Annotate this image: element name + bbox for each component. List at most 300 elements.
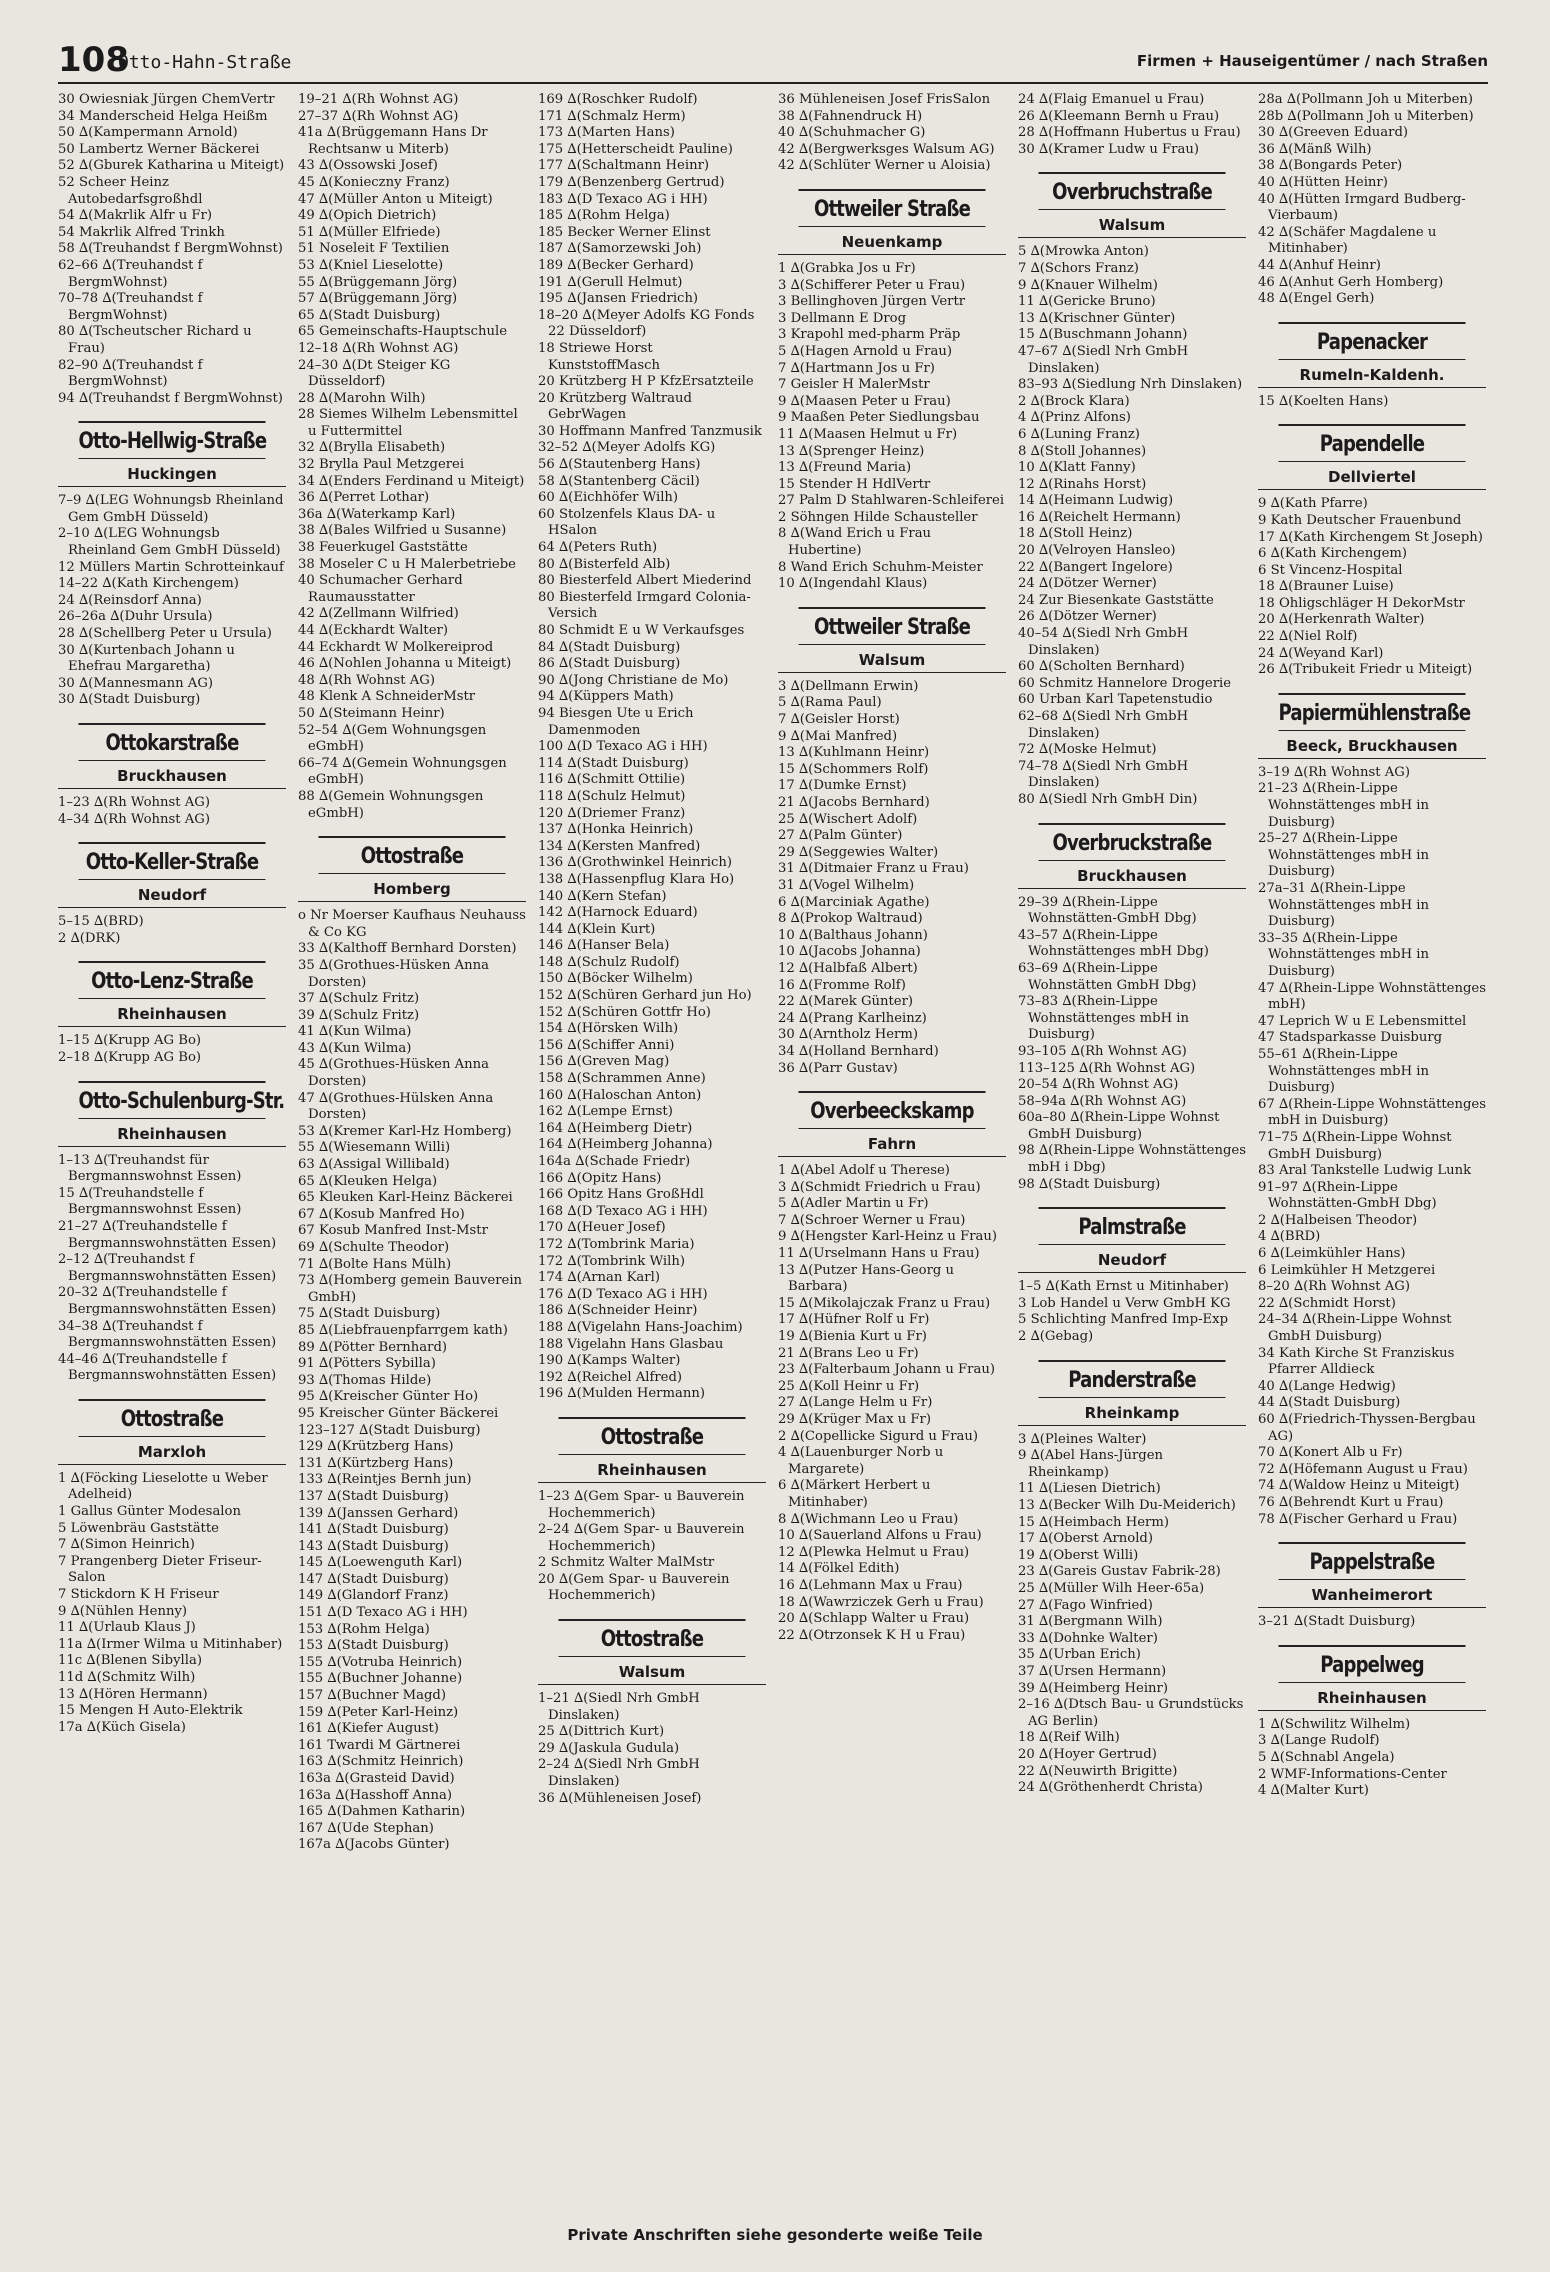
address-entry: 8 ∆(Stoll Johannes) (1018, 443, 1147, 459)
district-heading: Homberg (298, 878, 526, 902)
address-entry: 20 ∆(Schlapp Walter u Frau) (778, 1611, 970, 1627)
address-entry: 25 ∆(Koll Heinr u Fr) (778, 1378, 920, 1394)
address-entry: 3 ∆(Dellmann Erwin) (778, 678, 919, 694)
address-entry: 46 ∆(Anhut Gerh Homberg) (1258, 274, 1444, 290)
address-entry: 83 Aral Tankstelle Ludwig Lunk (1258, 1163, 1472, 1179)
address-entry: 190 ∆(Kamps Walter) (538, 1353, 681, 1369)
address-entry: 48 ∆(Engel Gerh) (1258, 291, 1375, 307)
address-entry: 7 ∆(Hartmann Jos u Fr) (778, 360, 935, 376)
address-entry: 60 Urban Karl Tapetenstudio (1018, 692, 1213, 708)
address-entry: 35 ∆(Grothues-Hüsken Anna Dorsten) (298, 957, 490, 990)
address-entry: 50 Lambertz Werner Bäckerei (58, 141, 260, 157)
address-entry: 80 ∆(Siedl Nrh GmbH Din) (1018, 791, 1198, 807)
address-entry: 11a ∆(Irmer Wilma u Mitinhaber) (58, 1636, 283, 1652)
address-entry: o Nr Moerser Kaufhaus Neuhauss & Co KG (298, 908, 526, 940)
address-entry: 1–23 ∆(Gem Spar- u Bauverein Hochemmerich) (538, 1488, 745, 1521)
address-entry: 141 ∆(Stadt Duisburg) (298, 1522, 449, 1538)
address-entry: 7 ∆(Schroer Werner u Frau) (778, 1212, 966, 1228)
address-entry: 52–54 ∆(Gem Wohnungsgen eGmbH) (298, 722, 487, 755)
street-block (778, 607, 1006, 1077)
address-entry: 16 ∆(Lehmann Max u Frau) (778, 1577, 963, 1593)
address-entry: 4 ∆(Prinz Alfons) (1018, 410, 1131, 426)
address-entry: 4 ∆(Malter Kurt) (1258, 1783, 1369, 1799)
address-entry: 50 ∆(Kampermann Arnold) (58, 125, 238, 141)
street-heading: Papenacker (1279, 322, 1466, 360)
address-entry: 2–10 ∆(LEG Wohnungsb Rheinland Gem GmbH Düsseld) (58, 526, 281, 559)
address-entry: 34 ∆(Holland Bernhard) (778, 1043, 939, 1059)
address-entry: 58 ∆(Treuhandst f BergmWohnst) (58, 241, 283, 257)
address-entry: 7 Stickdorn K H Friseur (58, 1587, 219, 1603)
street-block (538, 1619, 766, 1807)
address-entry: 44 Eckhardt W Molkereiprod (298, 639, 494, 655)
address-entry: 15 ∆(Heimbach Herm) (1018, 1514, 1169, 1530)
address-entry: 27 Palm D Stahlwaren-Schleiferei (778, 493, 1005, 509)
address-entry: 11 ∆(Urlaub Klaus J) (58, 1620, 196, 1636)
address-entry: 8 ∆(Wand Erich u Frau Hubertine) (778, 526, 932, 559)
address-entry: 3–21 ∆(Stadt Duisburg) (1258, 1614, 1416, 1630)
address-entry: 23 ∆(Falterbaum Johann u Frau) (778, 1362, 995, 1378)
address-entry: 39 ∆(Heimberg Heinr) (1018, 1680, 1169, 1696)
address-entry: 19 ∆(Bienia Kurt u Fr) (778, 1329, 927, 1345)
address-entry: 71 ∆(Bolte Hans Mülh) (298, 1256, 452, 1272)
street-block (1018, 92, 1246, 158)
address-entry: 17 ∆(Oberst Arnold) (1018, 1531, 1154, 1547)
address-entry: 45 ∆(Grothues-Hüsken Anna Dorsten) (298, 1057, 490, 1090)
address-entry: 144 ∆(Klein Kurt) (538, 921, 656, 937)
address-entry: 22 ∆(Niel Rolf) (1258, 629, 1358, 645)
address-entry: 89 ∆(Pötter Bernhard) (298, 1339, 448, 1355)
address-entry: 2 Schmitz Walter MalMstr (538, 1555, 715, 1571)
address-entry: 161 ∆(Kiefer August) (298, 1721, 439, 1737)
address-entry: 1 ∆(Grabka Jos u Fr) (778, 260, 916, 276)
address-entry: 94 ∆(Treuhandst f BergmWohnst) (58, 390, 283, 406)
street-heading: Ottokarstraße (79, 723, 266, 761)
address-entry: 9 ∆(Abel Hans-Jürgen Rheinkamp) (1018, 1448, 1164, 1480)
street-heading: Papendelle (1279, 424, 1466, 462)
address-entry: 32 ∆(Brylla Elisabeth) (298, 440, 446, 456)
address-entry: 151 ∆(D Texaco AG i HH) (298, 1605, 468, 1621)
address-entry: 3–19 ∆(Rh Wohnst AG) (1258, 764, 1410, 780)
address-entry: 113–125 ∆(Rh Wohnst AG) (1018, 1060, 1196, 1076)
address-entry: 30 ∆(Kurtenbach Johann u Ehefrau Margaretha) (58, 642, 235, 675)
address-entry: 100 ∆(D Texaco AG i HH) (538, 739, 708, 755)
address-entry: 158 ∆(Schrammen Anne) (538, 1071, 706, 1087)
address-entry: 60 Schmitz Hannelore Drogerie (1018, 675, 1232, 691)
address-entry: 74 ∆(Waldow Heinz u Miteigt) (1258, 1478, 1460, 1494)
address-entry: 18 ∆(Wawrziczek Gerh u Frau) (778, 1594, 984, 1610)
address-entry: 188 Vigelahn Hans Glasbau (538, 1336, 724, 1352)
address-entry: 154 ∆(Hörsken Wilh) (538, 1021, 679, 1037)
address-entry: 12 ∆(Halbfaß Albert) (778, 960, 918, 976)
address-entry: 2 ∆(Copellicke Sigurd u Frau) (778, 1428, 979, 1444)
street-block (298, 92, 526, 822)
street-block (1258, 92, 1486, 308)
address-entry: 17a ∆(Küch Gisela) (58, 1719, 186, 1735)
address-entry: 28 Siemes Wilhelm Lebensmittel u Futtermittel (298, 407, 518, 439)
address-entry: 7 ∆(Simon Heinrich) (58, 1537, 195, 1553)
address-entry: 37 ∆(Schulz Fritz) (298, 991, 420, 1007)
address-entry: 94 Biesgen Ute u Erich Damenmoden (538, 705, 694, 738)
address-entry: 191 ∆(Gerull Helmut) (538, 274, 683, 290)
address-entry: 11 ∆(Urselmann Hans u Frau) (778, 1246, 980, 1262)
address-entry: 173 ∆(Marten Hans) (538, 125, 675, 141)
address-entry: 163a ∆(Grasteid David) (298, 1771, 455, 1786)
address-entry: 2–24 ∆(Siedl Nrh GmbH Dinslaken) (538, 1757, 700, 1790)
address-entry: 3 ∆(Lange Rudolf) (1258, 1733, 1380, 1749)
address-entry: 31 ∆(Vogel Wilhelm) (778, 877, 915, 893)
address-entry: 142 ∆(Harnock Eduard) (538, 905, 698, 921)
address-entry: 32 Brylla Paul Metzgerei (298, 457, 465, 473)
address-entry: 28b ∆(Pollmann Joh u Miterben) (1258, 108, 1474, 124)
address-entry: 1–23 ∆(Rh Wohnst AG) (58, 795, 210, 810)
address-entry: 4 ∆(BRD) (1258, 1229, 1321, 1245)
address-entry: 30 ∆(Greeven Eduard) (1258, 125, 1409, 141)
address-entry: 51 ∆(Müller Elfriede) (298, 224, 441, 240)
address-entry: 20 ∆(Hoyer Gertrud) (1018, 1746, 1157, 1762)
street-block (778, 92, 1006, 175)
street-block (778, 1091, 1006, 1644)
address-entry: 1 Gallus Günter Modesalon (58, 1504, 241, 1520)
address-entry: 60a–80 ∆(Rhein-Lippe Wohnst GmbH Duisburg) (1018, 1110, 1220, 1142)
address-entry: 27 ∆(Lange Helm u Fr) (778, 1395, 933, 1411)
street-heading: Otto-Keller-Straße (79, 842, 266, 880)
address-entry: 5 ∆(Hagen Arnold u Frau) (778, 343, 952, 359)
address-entry: 30 Hoffmann Manfred Tanzmusik (538, 423, 762, 439)
address-entry: 75 ∆(Stadt Duisburg) (298, 1306, 441, 1322)
address-entry: 176 ∆(D Texaco AG i HH) (538, 1286, 708, 1302)
address-entry: 65 Gemeinschafts-Hauptschule (298, 324, 508, 340)
address-entry: 146 ∆(Hanser Bela) (538, 938, 670, 954)
address-entry: 183 ∆(D Texaco AG i HH) (538, 191, 708, 207)
address-entry: 38 Feuerkugel Gaststätte (298, 540, 468, 556)
street-block (1018, 1360, 1246, 1797)
address-entry: 36 ∆(Parr Gustav) (778, 1060, 898, 1076)
column-3 (538, 92, 766, 2216)
address-entry: 12 Müllers Martin Schrotteinkauf (58, 559, 284, 575)
address-entry: 196 ∆(Mulden Hermann) (538, 1386, 705, 1402)
address-entry: 40 ∆(Lange Hedwig) (1258, 1378, 1396, 1394)
address-entry: 20 Krützberg Waltraud GebrWagen (538, 390, 692, 423)
address-entry: 78 ∆(Fischer Gerhard u Frau) (1258, 1511, 1458, 1527)
address-entry: 91–97 ∆(Rhein-Lippe Wohnstätten-GmbH Dbg) (1258, 1179, 1437, 1212)
address-entry: 13 ∆(Putzer Hans-Georg u Barbara) (778, 1262, 955, 1295)
address-entry: 70–78 ∆(Treuhandst f BergmWohnst) (58, 291, 203, 323)
address-entry: 40 ∆(Hütten Irmgard Budberg-Vierbaum) (1258, 191, 1466, 224)
address-entry: 6 St Vincenz-Hospital (1258, 562, 1403, 578)
address-entry: 30 ∆(Kramer Ludw u Frau) (1018, 141, 1199, 157)
address-entry: 47 ∆(Müller Anton u Miteigt) (298, 191, 493, 207)
address-entry: 10 ∆(Jacobs Johanna) (778, 944, 921, 960)
address-entry: 70 ∆(Konert Alb u Fr) (1258, 1445, 1403, 1461)
address-entry: 60 ∆(Scholten Bernhard) (1018, 659, 1185, 675)
address-entry: 24–34 ∆(Rhein-Lippe Wohnst GmbH Duisburg) (1258, 1312, 1452, 1345)
address-entry: 175 ∆(Hetterscheidt Pauline) (538, 141, 733, 157)
address-entry: 160 ∆(Haloschan Anton) (538, 1087, 702, 1103)
address-entry: 2–16 ∆(Dtsch Bau- u Grundstücks AG Berlin) (1018, 1697, 1244, 1729)
street-block (538, 92, 766, 1403)
column-4 (778, 92, 1006, 2216)
address-entry: 41a ∆(Brüggemann Hans Dr Rechtsanw u Miterb) (298, 125, 488, 157)
address-entry: 42 ∆(Bergwerksges Walsum AG) (778, 141, 995, 157)
page-header (58, 38, 1488, 84)
address-entry: 24 ∆(Dötzer Werner) (1018, 576, 1157, 592)
address-entry: 5 ∆(Rama Paul) (778, 695, 882, 711)
address-entry: 10 ∆(Balthaus Johann) (778, 927, 928, 943)
address-entry: 8 Wand Erich Schuhm-Meister (778, 559, 983, 575)
address-entry: 9 Kath Deutscher Frauenbund (1258, 512, 1462, 528)
address-entry: 174 ∆(Arnan Karl) (538, 1270, 660, 1286)
address-entry: 171 ∆(Schmalz Herm) (538, 108, 686, 124)
address-entry: 41 ∆(Kun Wilma) (298, 1024, 412, 1040)
address-entry: 123–127 ∆(Stadt Duisburg) (298, 1422, 481, 1438)
street-block (1258, 1542, 1486, 1631)
address-entry: 1 ∆(Abel Adolf u Therese) (778, 1163, 950, 1179)
column-5 (1018, 92, 1246, 2216)
address-entry: 7 ∆(Schors Franz) (1018, 260, 1139, 276)
address-entry: 2 ∆(Halbeisen Theodor) (1258, 1212, 1418, 1228)
address-entry: 80 ∆(Bisterfeld Alb) (538, 556, 671, 572)
address-entry: 93 ∆(Thomas Hilde) (298, 1372, 432, 1388)
address-entry: 65 ∆(Kleuken Helga) (298, 1173, 438, 1189)
street-heading: Overbruchstraße (1039, 172, 1226, 210)
address-entry: 9 ∆(Maasen Peter u Frau) (778, 393, 951, 409)
address-entry: 32–52 ∆(Meyer Adolfs KG) (538, 440, 716, 456)
address-entry: 164 ∆(Heimberg Johanna) (538, 1137, 713, 1153)
address-entry: 34 ∆(Enders Ferdinand u Miteigt) (298, 473, 525, 489)
address-entry: 56 ∆(Stautenberg Hans) (538, 457, 701, 473)
address-entry: 30 ∆(Arntholz Herm) (778, 1027, 918, 1043)
street-block (778, 189, 1006, 593)
address-entry: 38 ∆(Bongards Peter) (1258, 158, 1403, 174)
address-entry: 47–67 ∆(Siedl Nrh GmbH Dinslaken) (1018, 343, 1189, 376)
address-entry: 155 ∆(Votruba Heinrich) (298, 1654, 463, 1670)
address-entry: 138 ∆(Hassenpflug Klara Ho) (538, 871, 735, 887)
address-entry: 156 ∆(Schiffer Anni) (538, 1037, 675, 1053)
address-entry: 15 Stender H HdlVertr (778, 476, 931, 492)
address-entry: 40 ∆(Hütten Heinr) (1258, 174, 1388, 190)
address-entry: 15 ∆(Buschmann Johann) (1018, 327, 1188, 343)
address-entry: 30 ∆(Stadt Duisburg) (58, 692, 201, 708)
street-block (1258, 1645, 1486, 1800)
address-entry: 22 ∆(Bangert Ingelore) (1018, 559, 1173, 575)
address-entry: 16 ∆(Reichelt Hermann) (1018, 509, 1181, 525)
address-entry: 48 ∆(Rh Wohnst AG) (298, 672, 435, 688)
address-entry: 67 ∆(Rhein-Lippe Wohnstättenges mbH in Duisburg) (1258, 1096, 1486, 1129)
street-heading: Otto-Hellwig-Straße (79, 421, 266, 459)
address-entry: 157 ∆(Buchner Magd) (298, 1688, 446, 1704)
address-entry: 3 Dellmann E Drog (778, 310, 907, 326)
address-entry: 129 ∆(Krützberg Hans) (298, 1439, 454, 1455)
address-entry: 153 ∆(Stadt Duisburg) (298, 1638, 449, 1654)
address-entry: 5 ∆(Adler Martin u Fr) (778, 1196, 929, 1212)
street-block (1018, 823, 1246, 1194)
address-entry: 7–9 ∆(LEG Wohnungsb Rheinland Gem GmbH Düsseld) (58, 493, 284, 525)
address-entry: 26 ∆(Kleemann Bernh u Frau) (1018, 108, 1220, 124)
address-entry: 3 Krapohl med-pharm Präp (778, 327, 961, 343)
address-entry: 156 ∆(Greven Mag) (538, 1054, 670, 1070)
address-entry: 1–21 ∆(Siedl Nrh GmbH Dinslaken) (538, 1691, 700, 1723)
address-entry: 84 ∆(Stadt Duisburg) (538, 639, 681, 655)
address-entry: 120 ∆(Driemer Franz) (538, 805, 686, 821)
address-entry: 139 ∆(Janssen Gerhard) (298, 1505, 459, 1521)
address-entry: 53 ∆(Kremer Karl-Hz Homberg) (298, 1123, 512, 1139)
address-entry: 11 ∆(Gericke Bruno) (1018, 294, 1156, 310)
district-heading: Walsum (538, 1661, 766, 1685)
address-entry: 85 ∆(Liebfrauenpfarrgem kath) (298, 1322, 508, 1338)
address-entry: 7 Geisler H MalerMstr (778, 377, 930, 393)
street-block (298, 836, 526, 1854)
address-entry: 29 ∆(Krüger Max u Fr) (778, 1412, 931, 1427)
address-entry: 14–22 ∆(Kath Kirchengem) (58, 576, 239, 592)
district-heading: Beeck, Bruckhausen (1258, 735, 1486, 759)
address-entry: 172 ∆(Tombrink Wilh) (538, 1253, 685, 1269)
address-entry: 147 ∆(Stadt Duisburg) (298, 1571, 449, 1587)
address-entry: 1–5 ∆(Kath Ernst u Mitinhaber) (1018, 1279, 1229, 1295)
street-heading: Panderstraße (1039, 1360, 1226, 1398)
address-entry: 53 ∆(Kniel Lieselotte) (298, 257, 444, 273)
address-entry: 6 ∆(Luning Franz) (1018, 426, 1140, 442)
district-heading: Rheinhausen (58, 1123, 286, 1147)
street-block (1258, 424, 1486, 679)
address-entry: 166 ∆(Opitz Hans) (538, 1170, 662, 1186)
address-entry: 67 Kosub Manfred Inst-Mstr (298, 1223, 488, 1239)
address-entry: 98 ∆(Rhein-Lippe Wohnstättenges mbH i Dbg) (1018, 1143, 1246, 1176)
address-entry: 19–21 ∆(Rh Wohnst AG) (298, 92, 459, 107)
address-entry: 60 Stolzenfels Klaus DA- u HSalon (538, 506, 716, 539)
address-entry: 22 ∆(Neuwirth Brigitte) (1018, 1763, 1178, 1779)
address-entry: 69 ∆(Schulte Theodor) (298, 1240, 450, 1255)
address-entry: 15 ∆(Treuhandstelle f Bergmannswohnst Essen) (58, 1185, 242, 1218)
address-entry: 17 ∆(Kath Kirchengem St Joseph) (1258, 529, 1483, 545)
street-block (1018, 1207, 1246, 1345)
address-entry: 21–23 ∆(Rhein-Lippe Wohnstättenges mbH in Duisburg) (1258, 781, 1429, 830)
address-entry: 38 ∆(Bales Wilfried u Susanne) (298, 523, 507, 539)
address-entry: 150 ∆(Böcker Wilhelm) (538, 971, 693, 987)
address-entry: 34 Kath Kirche St Franziskus Pfarrer Alldieck (1258, 1345, 1455, 1378)
address-entry: 44 ∆(Anhuf Heinr) (1258, 257, 1381, 273)
address-entry: 161 Twardi M Gärtnerei (298, 1737, 461, 1753)
address-entry: 165 ∆(Dahmen Katharin) (298, 1804, 466, 1820)
address-entry: 25 ∆(Dittrich Kurt) (538, 1724, 665, 1740)
address-entry: 13 ∆(Hören Hermann) (58, 1686, 208, 1702)
address-entry: 91 ∆(Pötters Sybilla) (298, 1356, 436, 1372)
address-entry: 29–39 ∆(Rhein-Lippe Wohnstätten-GmbH Dbg) (1018, 894, 1197, 927)
address-entry: 15 ∆(Mikolajczak Franz u Frau) (778, 1295, 991, 1311)
address-entry: 45 ∆(Konieczny Franz) (298, 174, 450, 190)
district-heading: Wanheimerort (1258, 1584, 1486, 1608)
address-entry: 10 ∆(Ingendahl Klaus) (778, 576, 928, 592)
address-entry: 137 ∆(Stadt Duisburg) (298, 1488, 449, 1504)
street-block (1018, 172, 1246, 808)
address-entry: 20–32 ∆(Treuhandstelle f Bergmannswohnstätten Essen) (58, 1285, 277, 1317)
address-entry: 159 ∆(Peter Karl-Heinz) (298, 1704, 459, 1720)
address-entry: 44 ∆(Eckhardt Walter) (298, 623, 448, 638)
district-heading: Rumeln-Kaldenh. (1258, 364, 1486, 388)
address-entry: 46 ∆(Nohlen Johanna u Miteigt) (298, 656, 512, 672)
address-entry: 16 ∆(Fromme Rolf) (778, 977, 906, 993)
address-entry: 3 Lob Handel u Verw GmbH KG (1018, 1295, 1231, 1311)
address-entry: 114 ∆(Stadt Duisburg) (538, 755, 689, 771)
address-entry: 2 Söhngen Hilde Schausteller (778, 509, 978, 525)
district-heading: Marxloh (58, 1441, 286, 1465)
street-block (538, 1417, 766, 1605)
address-entry: 47 Leprich W u E Lebensmittel (1258, 1013, 1467, 1029)
address-entry: 24 Zur Biesenkate Gaststätte (1018, 592, 1214, 608)
address-entry: 4 ∆(Lauenburger Norb u Margarete) (778, 1445, 944, 1477)
running-title: Otto-Hahn-Straße (118, 52, 292, 73)
address-entry: 24 ∆(Prang Karlheinz) (778, 1010, 927, 1026)
address-entry: 30 Owiesniak Jürgen ChemVertr (58, 92, 275, 107)
address-entry: 50 ∆(Steimann Heinr) (298, 705, 445, 721)
address-entry: 2 ∆(DRK) (58, 930, 121, 946)
column-2 (298, 92, 526, 2216)
street-heading: Pappelweg (1279, 1645, 1466, 1683)
district-heading: Bruckhausen (58, 765, 286, 789)
address-entry: 22 ∆(Schmidt Horst) (1258, 1295, 1396, 1311)
address-entry: 40–54 ∆(Siedl Nrh GmbH Dinslaken) (1018, 626, 1189, 658)
street-block (58, 961, 286, 1066)
address-entry: 24–30 ∆(Dt Steiger KG Düsseldorf) (298, 357, 451, 390)
street-heading: Ottostraße (559, 1619, 746, 1657)
street-block (1258, 322, 1486, 411)
address-entry: 37 ∆(Ursen Hermann) (1018, 1663, 1167, 1679)
address-entry: 3 ∆(Pleines Walter) (1018, 1431, 1147, 1447)
address-entry: 36 ∆(Mänß Wilh) (1258, 141, 1372, 157)
address-entry: 12 ∆(Rinahs Horst) (1018, 476, 1147, 492)
address-entry: 185 Becker Werner Elinst (538, 224, 711, 240)
address-entry: 169 ∆(Roschker Rudolf) (538, 92, 698, 107)
address-entry: 9 ∆(Knauer Wilhelm) (1018, 277, 1158, 293)
address-entry: 162 ∆(Lempe Ernst) (538, 1104, 673, 1120)
address-entry: 5–15 ∆(BRD) (58, 914, 144, 930)
street-heading: Otto-Lenz-Straße (79, 961, 266, 999)
address-entry: 168 ∆(D Texaco AG i HH) (538, 1203, 708, 1219)
address-entry: 5 Schlichting Manfred Imp-Exp (1018, 1312, 1229, 1328)
address-entry: 55 ∆(Wiesemann Willi) (298, 1140, 451, 1156)
address-entry: 140 ∆(Kern Stefan) (538, 888, 667, 904)
address-entry: 133 ∆(Reintjes Bernh jun) (298, 1472, 472, 1488)
address-entry: 6 Leimkühler H Metzgerei (1258, 1262, 1436, 1278)
address-entry: 95 Kreischer Günter Bäckerei (298, 1405, 499, 1421)
address-entry: 43 ∆(Kun Wilma) (298, 1040, 412, 1056)
address-entry: 24 ∆(Gröthenherdt Christa) (1018, 1780, 1203, 1796)
street-block (58, 842, 286, 947)
address-entry: 14 ∆(Fölkel Edith) (778, 1561, 900, 1577)
address-entry: 21 ∆(Jacobs Bernhard) (778, 795, 930, 810)
address-entry: 18 ∆(Reif Wilh) (1018, 1730, 1120, 1746)
address-entry: 26 ∆(Dötzer Werner) (1018, 609, 1157, 625)
district-heading: Rheinhausen (58, 1003, 286, 1027)
address-entry: 20 ∆(Gem Spar- u Bauverein Hochemmerich) (538, 1571, 730, 1604)
address-entry: 6 ∆(Leimkühler Hans) (1258, 1246, 1406, 1262)
district-heading: Fahrn (778, 1133, 1006, 1157)
street-block (58, 1399, 286, 1737)
district-heading: Walsum (1018, 214, 1246, 238)
address-entry: 58 ∆(Stantenberg Cäcil) (538, 473, 700, 489)
address-entry: 7 ∆(Geisler Horst) (778, 712, 900, 728)
address-entry: 15 ∆(Schommers Rolf) (778, 761, 929, 777)
address-entry: 73 ∆(Homberg gemein Bauverein GmbH) (298, 1273, 523, 1305)
address-entry: 80 Biesterfeld Irmgard Colonia-Versich (538, 589, 751, 622)
address-entry: 38 ∆(Fahnendruck H) (778, 108, 923, 124)
district-heading: Neuenkamp (778, 231, 1006, 255)
address-entry: 54 Makrlik Alfred Trinkh (58, 224, 225, 240)
street-block (58, 92, 286, 407)
district-heading: Rheinhausen (1258, 1687, 1486, 1711)
address-entry: 29 ∆(Jaskula Gudula) (538, 1740, 680, 1756)
address-entry: 43 ∆(Ossowski Josef) (298, 158, 438, 174)
address-entry: 9 ∆(Mai Manfred) (778, 728, 898, 744)
